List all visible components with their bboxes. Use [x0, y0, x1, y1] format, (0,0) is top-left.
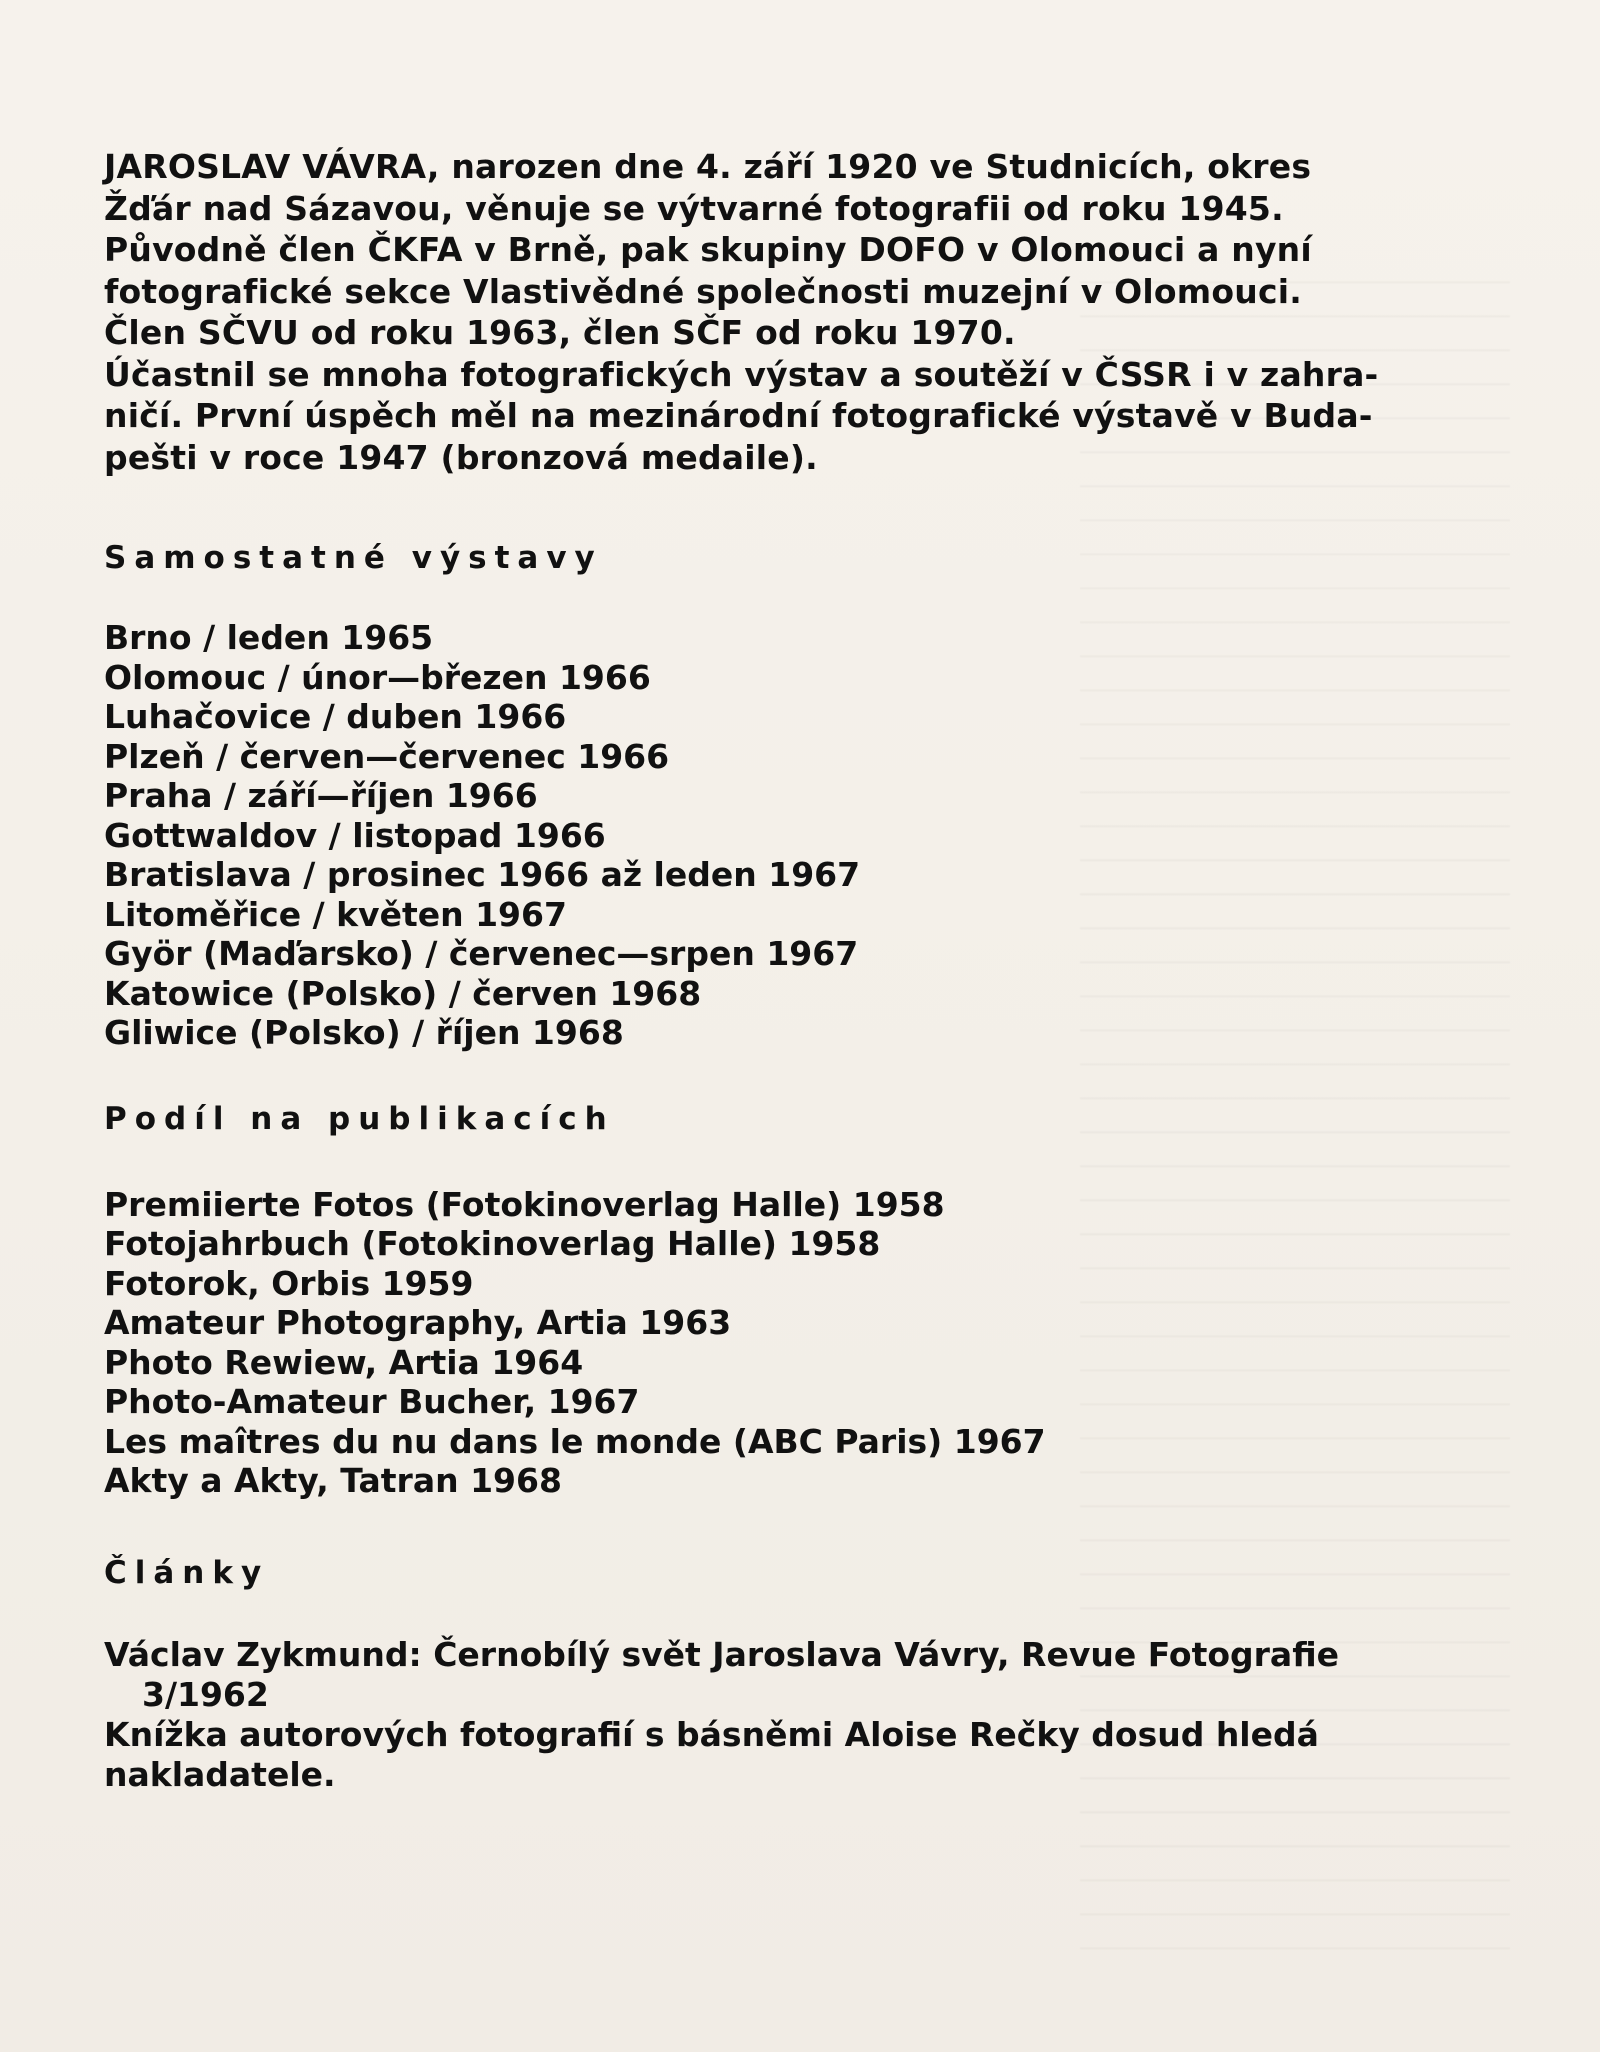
exhibition-item: Brno / leden 1965 — [104, 618, 434, 657]
publication-item: Premiierte Fotos (Fotokinoverlag Halle) 1958 — [104, 1184, 945, 1224]
intro-line: JAROSLAV VÁVRA, narozen dne 4. září 1920 ve Studnicích, okres — [104, 147, 1312, 186]
publication-item: Les maîtres du nu dans le monde (ABC Paris) 1967 — [104, 1421, 1046, 1461]
exhibition-item: Gottwaldov / listopad 1966 — [104, 815, 606, 855]
intro-line: pešti v roce 1947 (bronzová medaile). — [104, 437, 818, 477]
exhibition-item: Györ (Maďarsko) / červenec—srpen 1967 — [104, 934, 859, 973]
article-entry-line: 3/1962 — [142, 1674, 269, 1714]
exhibition-item: Katowice (Polsko) / červen 1968 — [104, 973, 702, 1013]
intro-line: Původně člen ČKFA v Brně, pak skupiny DOFO v Olomouci a nyní — [104, 230, 1312, 269]
intro-line: Člen SČVU od roku 1963, člen SČF od roku 1970. — [104, 313, 1016, 352]
intro-line: Účastnil se mnoha fotografických výstav a soutěží v ČSSR i v zahra- — [104, 354, 1379, 394]
exhibition-item: Praha / září—říjen 1966 — [104, 776, 538, 815]
exhibition-item: Litoměřice / květen 1967 — [104, 894, 567, 934]
publications-heading: Podíl na publikacích — [104, 1100, 615, 1137]
articles-heading: Články — [104, 1554, 270, 1591]
article-entry-line: nakladatele. — [104, 1754, 336, 1794]
intro-line: fotografické sekce Vlastivědné společnosti muzejní v Olomouci. — [104, 271, 1302, 311]
exhibition-item: Olomouc / únor—březen 1966 — [104, 657, 651, 697]
publication-item: Amateur Photography, Artia 1963 — [104, 1303, 732, 1342]
page-content — [104, 146, 1458, 1795]
intro-line: Žďár nad Sázavou, věnuje se výtvarné fotografii od roku 1945. — [104, 188, 1284, 228]
article-entry-line: Václav Zykmund: Černobílý svět Jaroslava Vávry, Revue Fotografie — [104, 1634, 1340, 1674]
publication-item: Fotojahrbuch (Fotokinoverlag Halle) 1958 — [104, 1224, 881, 1263]
publications-list — [104, 1185, 1458, 1501]
solo-exhibitions-heading: Samostatné výstavy — [104, 540, 603, 576]
intro-line: ničí. První úspěch měl na mezinárodní fotografické výstavě v Buda- — [104, 396, 1373, 435]
publication-item: Photo-Amateur Bucher, 1967 — [104, 1382, 640, 1421]
publication-item: Photo Rewiew, Artia 1964 — [104, 1342, 584, 1382]
exhibition-item: Gliwice (Polsko) / říjen 1968 — [104, 1013, 624, 1052]
article-entry-line: Knížka autorových fotografií s básněmi Aloise Rečky dosud hledá — [104, 1714, 1319, 1754]
publication-item: Fotorok, Orbis 1959 — [104, 1263, 474, 1303]
exhibition-item: Bratislava / prosinec 1966 až leden 1967 — [104, 855, 861, 894]
publication-item: Akty a Akty, Tatran 1968 — [104, 1461, 562, 1500]
exhibition-item: Luhačovice / duben 1966 — [104, 697, 567, 736]
solo-exhibitions-list — [104, 618, 1458, 1053]
articles-list — [104, 1635, 1458, 1795]
intro-paragraph — [104, 146, 1458, 478]
exhibition-item: Plzeň / červen—červenec 1966 — [104, 736, 670, 776]
